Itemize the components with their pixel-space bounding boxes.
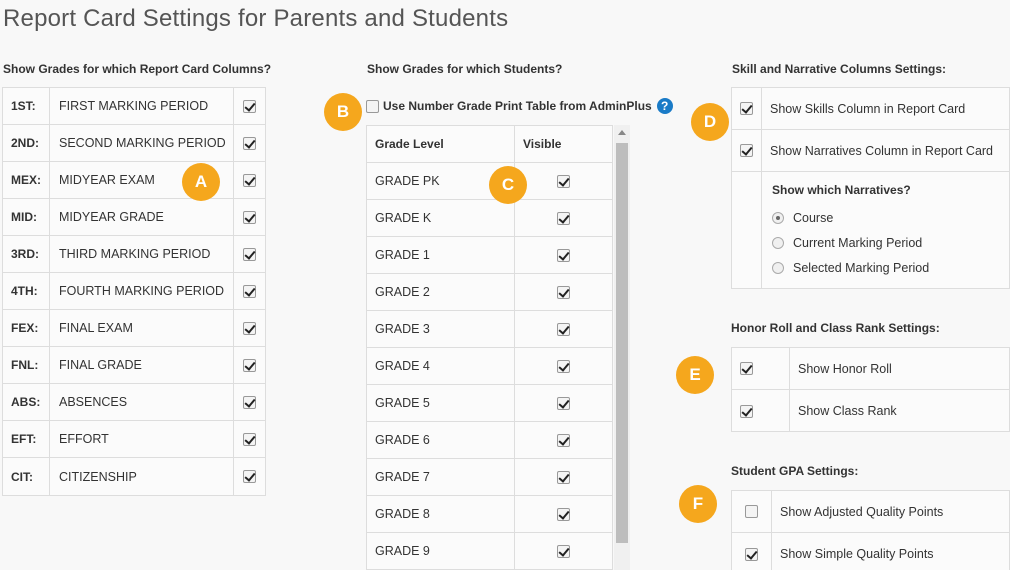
simple-row [732,533,1009,570]
column-checkbox[interactable] [243,285,256,298]
table-row [3,162,265,199]
scroll-thumb[interactable] [616,143,628,543]
column-checkbox[interactable] [243,433,256,446]
column-checkbox[interactable] [243,322,256,335]
page-title: Report Card Settings for Parents and Students [3,5,509,32]
column-name: MIDYEAR GRADE [50,199,234,235]
column-name: CITIZENSHIP [50,458,234,495]
table-header [367,126,612,163]
show-simple-label: Show Simple Quality Points [780,547,934,561]
grade-visible-checkbox[interactable] [557,212,570,225]
callout-badge-f: F [679,485,717,523]
use-number-grade-checkbox[interactable] [366,100,379,113]
narratives-title: Show which Narratives? [772,183,911,197]
grade-name: GRADE 2 [367,274,515,310]
table-row [367,459,612,496]
radio-option[interactable] [772,255,929,280]
column-name: FIRST MARKING PERIOD [50,88,234,124]
show-class-rank-label: Show Class Rank [798,404,897,418]
callout-badge-d: D [691,103,729,141]
column-code: 3RD: [3,236,50,272]
table-row [367,311,612,348]
column-name: MIDYEAR EXAM [50,162,234,198]
table-row [3,273,265,310]
grade-visible-checkbox[interactable] [557,249,570,262]
grade-visible-checkbox[interactable] [557,545,570,558]
show-skills-checkbox[interactable] [740,102,753,115]
adjusted-row [732,491,1009,533]
report-columns-table [2,87,266,496]
grade-name: GRADE 8 [367,496,515,532]
table-row [367,533,612,570]
show-class-rank-checkbox[interactable] [740,405,753,418]
show-simple-checkbox[interactable] [745,548,758,561]
column-name: FINAL GRADE [50,347,234,383]
show-honor-roll-label: Show Honor Roll [798,361,892,376]
column-code: EFT: [3,421,50,457]
gpa-panel [731,490,1010,570]
scroll-up-icon[interactable] [618,130,626,135]
column-code: 1ST: [3,88,50,124]
column-checkbox[interactable] [243,248,256,261]
column-checkbox[interactable] [243,174,256,187]
column-code: FNL: [3,347,50,383]
grade-visible-checkbox[interactable] [557,397,570,410]
column-code: CIT: [3,458,50,495]
callout-badge-a: A [182,163,220,201]
skills-row [732,88,1009,130]
column-code: MEX: [3,162,50,198]
grade-name: GRADE 1 [367,237,515,273]
honor-panel [731,347,1010,432]
table-row [3,384,265,421]
radio-option[interactable] [772,205,929,230]
callout-badge-c: C [489,166,527,204]
table-row [367,348,612,385]
show-narratives-label: Show Narratives Column in Report Card [770,143,994,158]
column-name: THIRD MARKING PERIOD [50,236,234,272]
callout-badge-e: E [676,356,714,394]
grade-visible-checkbox[interactable] [557,323,570,336]
column-name: FINAL EXAM [50,310,234,346]
columns-heading: Show Grades for which Report Card Columns? [3,62,272,76]
col-grade-level: Grade Level [367,126,515,162]
grade-visible-checkbox[interactable] [557,471,570,484]
column-checkbox[interactable] [243,100,256,113]
narratives-row [732,130,1009,172]
table-row [3,421,265,458]
table-row [367,200,612,237]
show-narratives-checkbox[interactable] [740,144,753,157]
column-checkbox[interactable] [243,211,256,224]
table-row [3,199,265,236]
class-rank-row [732,390,1009,432]
radio-current-marking-period[interactable] [772,237,784,249]
col-visible: Visible [523,137,562,151]
grade-name: GRADE 9 [367,533,515,569]
column-code: 4TH: [3,273,50,309]
honor-heading: Honor Roll and Class Rank Settings: [731,321,940,335]
table-row [367,496,612,533]
skills-heading: Skill and Narrative Columns Settings: [732,62,947,76]
column-code: ABS: [3,384,50,420]
table-row [3,236,265,273]
show-honor-roll-checkbox[interactable] [740,362,753,375]
honor-roll-row [732,348,1009,390]
gpa-heading: Student GPA Settings: [731,464,859,478]
radio-label: Course [793,210,834,225]
radio-selected-marking-period[interactable] [772,262,784,274]
radio-option[interactable] [772,230,929,255]
show-adjusted-checkbox[interactable] [745,505,758,518]
table-row [367,422,612,459]
column-checkbox[interactable] [243,470,256,483]
use-number-grade-option [366,98,673,114]
use-number-grade-label: Use Number Grade Print Table from AdminPlus [383,99,652,113]
radio-course[interactable] [772,212,784,224]
column-checkbox[interactable] [243,396,256,409]
grade-name: GRADE K [367,200,515,236]
callout-badge-b: B [324,93,362,131]
skills-panel [731,87,1010,289]
students-heading: Show Grades for which Students? [367,62,563,76]
table-row [3,88,265,125]
table-row [367,237,612,274]
help-icon[interactable]: ? [657,98,673,114]
grade-name: GRADE 3 [367,311,515,347]
column-name: ABSENCES [50,384,234,420]
column-name: FOURTH MARKING PERIOD [50,273,234,309]
show-skills-label: Show Skills Column in Report Card [770,101,966,116]
column-code: FEX: [3,310,50,346]
column-name: EFFORT [50,421,234,457]
table-row [367,385,612,422]
table-row [3,458,265,495]
grade-visible-checkbox[interactable] [557,434,570,447]
grades-scrollbar[interactable] [614,125,630,570]
grade-name: GRADE 7 [367,459,515,495]
radio-label: Current Marking Period [793,235,923,250]
narratives-options-row [732,172,1009,288]
grade-name: GRADE PK [367,163,515,199]
column-checkbox[interactable] [243,137,256,150]
radio-label: Selected Marking Period [793,260,930,275]
table-row [3,125,265,162]
grade-name: GRADE 6 [367,422,515,458]
column-name: SECOND MARKING PERIOD [50,125,234,161]
column-checkbox[interactable] [243,359,256,372]
grade-visible-checkbox[interactable] [557,286,570,299]
show-adjusted-label: Show Adjusted Quality Points [780,504,944,519]
table-row [3,347,265,384]
column-code: MID: [3,199,50,235]
grade-visible-checkbox[interactable] [557,175,570,188]
column-code: 2ND: [3,125,50,161]
grade-name: GRADE 4 [367,348,515,384]
grade-visible-checkbox[interactable] [557,360,570,373]
table-row [3,310,265,347]
table-row [367,274,612,311]
grade-visible-checkbox[interactable] [557,508,570,521]
grade-name: GRADE 5 [367,385,515,421]
